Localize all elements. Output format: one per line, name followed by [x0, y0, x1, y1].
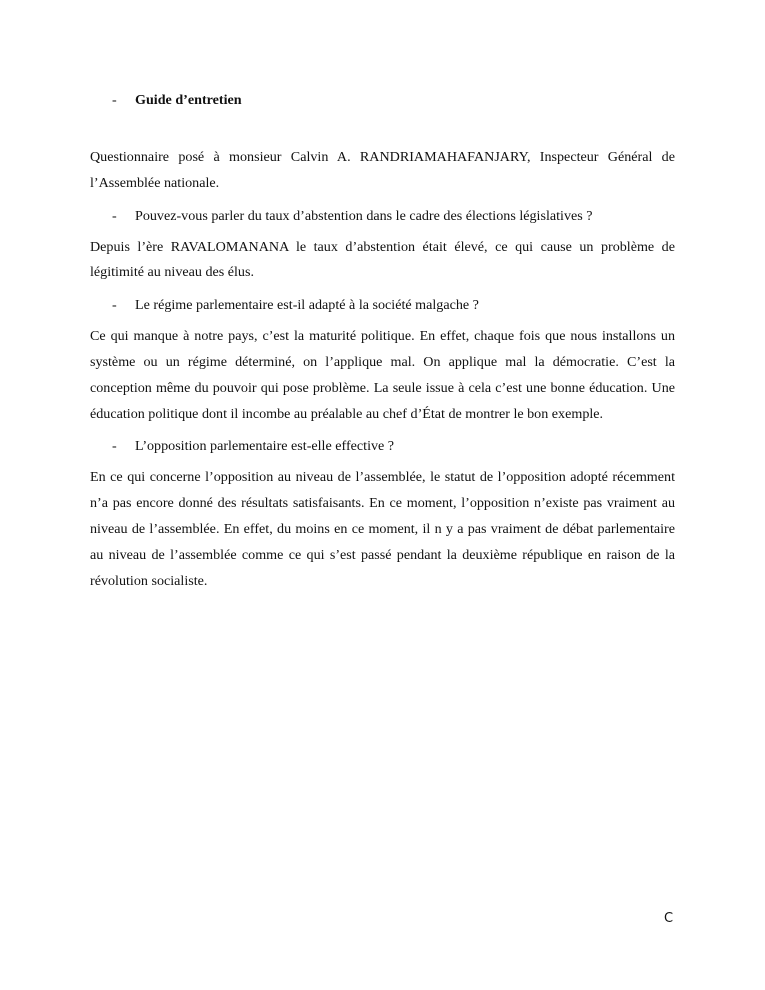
answer-2: Ce qui manque à notre pays, c’est la maturité politique. En effet, chaque fois que nous installons un système ou un régime déterminé, on l’applique mal. On applique mal la démocratie. C’est la conception même du pouvoir qui pose problème. La seule issue à cela c’est une bonne éducation. Une éducation politique dont il incombe au préalable au chef d’État de montrer le bon exemple. — [90, 328, 675, 422]
question-1-text: Pouvez-vous parler du taux d’abstention dans le cadre des élections législatives ? — [135, 207, 593, 224]
page-content — [90, 90, 675, 594]
intro-paragraph: Questionnaire posé à monsieur Calvin A. RANDRIAMAHAFANJARY, Inspecteur Général de l’Assemblée nationale. — [90, 149, 675, 191]
question-2 — [90, 295, 675, 315]
question-2-text: Le régime parlementaire est-il adapté à la société malgache ? — [135, 297, 479, 314]
bullet-dash: - — [112, 438, 117, 455]
bullet-dash: - — [112, 92, 117, 108]
answer-3: En ce qui concerne l’opposition au niveau de l’assemblée, le statut de l’opposition adopté récemment n’a pas encore donné des résultats satisfaisants. En ce moment, l’opposition n’existe pas vraiment au niveau de l’assemblée. En effet, du moins en ce moment, il n y a pas vraiment de débat parlementaire au niveau de l’assemblée comme ce qui s’est passé pendant la deuxième république en raison de la révolution socialiste. — [90, 469, 675, 589]
question-3 — [90, 436, 675, 456]
bullet-dash: - — [112, 207, 117, 224]
question-3-text: L’opposition parlementaire est-elle effective ? — [135, 438, 395, 455]
page-number: C — [664, 911, 674, 926]
answer-1: Depuis l’ère RAVALOMANANA le taux d’abstention était élevé, ce qui cause un problème de légitimité au niveau des élus. — [90, 238, 675, 281]
guide-heading-text: Guide d’entretien — [135, 92, 242, 108]
guide-heading — [90, 90, 675, 110]
bullet-dash: - — [112, 297, 117, 314]
question-1 — [90, 206, 675, 226]
